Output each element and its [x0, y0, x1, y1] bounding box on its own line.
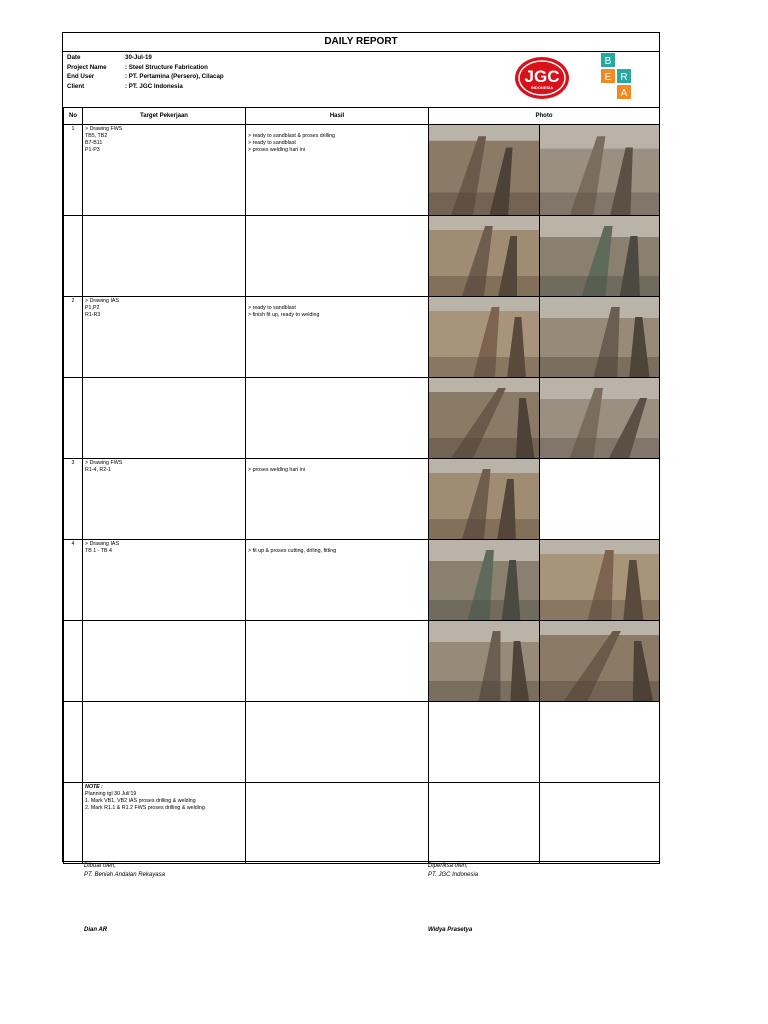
hasil-line: > ready to sandblast — [248, 140, 296, 146]
target-line: R1-R3 — [85, 312, 101, 318]
photo-cell — [540, 702, 660, 783]
target-line: R1-4, R2-1 — [85, 467, 111, 473]
photo-cell — [540, 459, 660, 540]
hasil-line: > proses welding hari ini — [248, 467, 305, 473]
row-number: 2 — [64, 297, 83, 378]
site-photo — [540, 297, 659, 377]
photo-cell — [429, 702, 540, 783]
site-photo — [429, 621, 539, 701]
target-line: 2. Mark R1.1 & R1.2 FWS proses drilling & welding — [85, 805, 205, 811]
site-photo — [540, 378, 659, 458]
photo-cell — [540, 783, 660, 864]
hasil-cell — [246, 459, 429, 540]
photo-cell — [429, 459, 540, 540]
hasil-cell — [246, 702, 429, 783]
target-cell — [83, 459, 246, 540]
hasil-line: > fit up & proses cutting, driling, fitting — [248, 548, 337, 554]
report-title: DAILY REPORT — [63, 33, 659, 52]
target-line: TB 1 - TB 4 — [85, 548, 112, 554]
hasil-line: > proses welding hari ini — [248, 147, 305, 153]
photo-cell — [429, 125, 540, 216]
site-photo — [429, 125, 539, 215]
site-photo — [540, 125, 659, 215]
photo-cell — [429, 783, 540, 864]
hasil-cell — [246, 216, 429, 297]
photo-cell — [429, 378, 540, 459]
target-line: > Drawing IAS — [85, 541, 120, 547]
header-photo: Photo — [429, 108, 660, 125]
enduser-value: : PT. Pertamina (Persero), Cilacap — [125, 73, 224, 81]
hasil-cell — [246, 378, 429, 459]
daily-report-sheet — [62, 32, 660, 862]
left-company: PT. Beniah Andalan Rekayasa — [84, 872, 165, 878]
header-hasil: Hasil — [246, 108, 429, 125]
jgc-logo — [514, 55, 570, 101]
table-row — [64, 459, 660, 540]
target-line: > Drawing IAS — [85, 298, 120, 304]
site-photo — [429, 459, 539, 539]
target-cell — [83, 783, 246, 864]
report-table — [63, 107, 660, 864]
jgc-logo-text: JGC — [524, 67, 560, 86]
table-row — [64, 540, 660, 621]
table-row — [64, 125, 660, 216]
table-row — [64, 216, 660, 297]
bera-letter-e: E — [604, 72, 612, 83]
target-line: > Drawing FWS — [85, 126, 123, 132]
target-cell — [83, 540, 246, 621]
site-photo — [429, 297, 539, 377]
left-name: Dian AR — [84, 927, 108, 933]
photo-cell — [540, 297, 660, 378]
row-number — [64, 621, 83, 702]
jgc-logo-subtext: INDONESIA — [530, 85, 554, 90]
site-photo — [429, 540, 539, 620]
table-row — [64, 378, 660, 459]
date-label: Date — [67, 54, 81, 61]
photo-cell — [540, 378, 660, 459]
hasil-cell — [246, 125, 429, 216]
project-value: : Steel Structure Fabrication — [125, 63, 208, 71]
row-number — [64, 378, 83, 459]
header-no: No — [64, 108, 83, 125]
row-number: 1 — [64, 125, 83, 216]
target-cell — [83, 621, 246, 702]
bera-letter-a: A — [620, 88, 628, 99]
site-photo — [429, 216, 539, 296]
report-rows — [64, 125, 660, 864]
target-line: > Drawing FWS — [85, 460, 123, 466]
table-row — [64, 702, 660, 783]
photo-cell — [540, 216, 660, 297]
table-row — [64, 297, 660, 378]
row-number: 4 — [64, 540, 83, 621]
target-cell — [83, 125, 246, 216]
site-photo — [540, 621, 659, 701]
site-photo — [540, 540, 659, 620]
row-number: 3 — [64, 459, 83, 540]
row-number — [64, 216, 83, 297]
signature-left — [84, 862, 165, 880]
photo-cell — [540, 540, 660, 621]
hasil-cell — [246, 540, 429, 621]
photo-cell — [429, 621, 540, 702]
row-number — [64, 702, 83, 783]
table-row — [64, 621, 660, 702]
hasil-cell — [246, 783, 429, 864]
photo-cell — [540, 621, 660, 702]
target-line: TB5, TB2 — [85, 133, 108, 139]
bera-letter-b: B — [604, 56, 612, 67]
site-photo — [429, 378, 539, 458]
hasil-line: > ready to sandblast & proses drilling — [248, 133, 336, 139]
project-label: Project Name — [67, 63, 107, 71]
target-cell — [83, 378, 246, 459]
target-line: NOTE : — [85, 784, 103, 790]
report-info — [67, 53, 224, 91]
site-photo — [540, 216, 659, 296]
target-line: P1-P3 — [85, 147, 100, 153]
target-cell — [83, 216, 246, 297]
target-line: 1. Mark VB1, VB2 IAS proses drilling & welding — [85, 798, 196, 804]
date-value: 30-Jul-19 — [125, 54, 152, 61]
left-made-by: Dibuat oleh, — [84, 863, 117, 869]
header-target: Target Pekerjaan — [83, 108, 246, 125]
hasil-line: > ready to sandblast — [248, 305, 296, 311]
target-line: P1,P2 — [85, 305, 100, 311]
target-cell — [83, 702, 246, 783]
target-line: B7-B11 — [85, 140, 103, 146]
bera-letter-r: R — [620, 72, 628, 83]
right-checked-by: Diperiksa oleh, — [428, 863, 468, 869]
photo-cell — [429, 216, 540, 297]
table-row — [64, 783, 660, 864]
hasil-line: > finish fit up, ready to welding — [248, 312, 320, 318]
photo-cell — [429, 297, 540, 378]
right-company: PT. JGC Indonesia — [428, 872, 479, 878]
client-value: : PT. JGC Indonesia — [125, 82, 183, 90]
row-number — [64, 783, 83, 864]
photo-cell — [429, 540, 540, 621]
right-name: Widya Prasetya — [428, 927, 473, 933]
hasil-cell — [246, 297, 429, 378]
target-cell — [83, 297, 246, 378]
photo-cell — [540, 125, 660, 216]
hasil-cell — [246, 621, 429, 702]
target-line: Planning tgl 30 Juli'19 — [85, 791, 137, 797]
signature-right — [428, 862, 478, 880]
client-label: Client — [67, 82, 85, 90]
enduser-label: End User — [67, 73, 95, 81]
